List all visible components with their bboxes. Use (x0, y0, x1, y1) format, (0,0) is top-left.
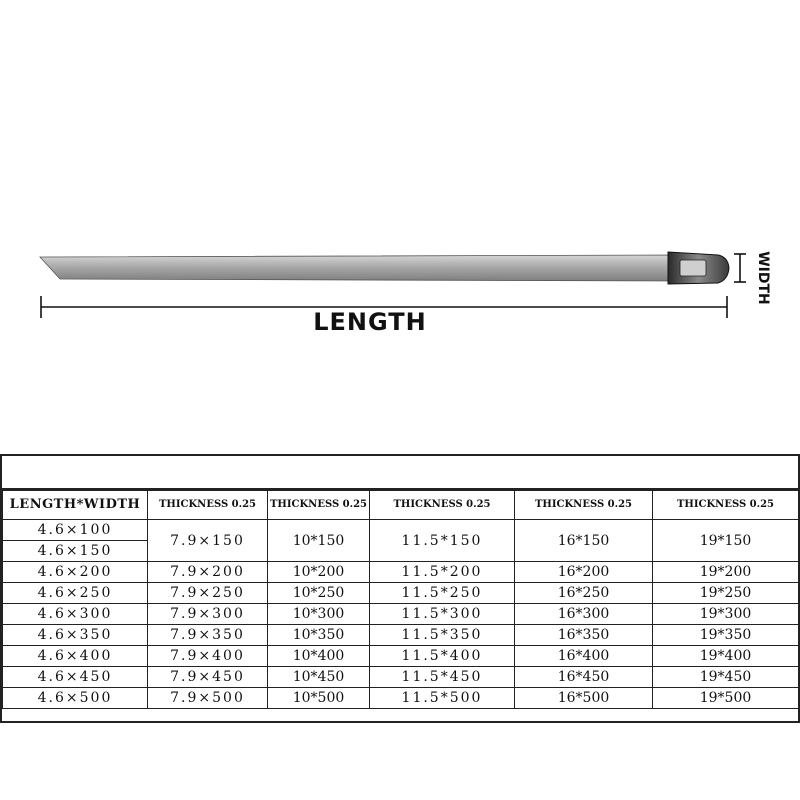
size-cell: 11.5*150 (370, 520, 515, 562)
size-cell: 4.6×250 (3, 583, 148, 604)
size-cell: 16*250 (515, 583, 653, 604)
size-cell: 4.6×350 (3, 625, 148, 646)
table-row (3, 688, 799, 709)
size-cell: 7.9×500 (148, 688, 268, 709)
size-cell: 16*150 (515, 520, 653, 562)
header-thickness: THICKNESS 0.25 (148, 491, 268, 520)
size-cell: 10*250 (268, 583, 370, 604)
size-cell: 16*400 (515, 646, 653, 667)
size-grid (2, 490, 799, 709)
table-row (3, 667, 799, 688)
size-cell: 7.9×400 (148, 646, 268, 667)
size-cell: 7.9×450 (148, 667, 268, 688)
size-cell: 7.9×150 (148, 520, 268, 562)
size-cell: 10*350 (268, 625, 370, 646)
size-cell: 10*500 (268, 688, 370, 709)
size-cell: 16*350 (515, 625, 653, 646)
cable-tie-buckle (668, 252, 729, 284)
table-title-bar (2, 456, 798, 490)
size-cell: 19*350 (653, 625, 799, 646)
size-cell: 19*150 (653, 520, 799, 562)
size-cell: 19*250 (653, 583, 799, 604)
size-cell: 11.5*250 (370, 583, 515, 604)
width-label: WIDTH (755, 251, 771, 305)
table-row (3, 604, 799, 625)
size-cell: 19*300 (653, 604, 799, 625)
size-cell: 10*150 (268, 520, 370, 562)
size-table (0, 454, 800, 723)
table-row (3, 583, 799, 604)
table-row (3, 625, 799, 646)
size-cell: 10*450 (268, 667, 370, 688)
length-label: LENGTH (313, 308, 427, 336)
header-row (3, 491, 799, 520)
size-cell: 16*300 (515, 604, 653, 625)
size-cell: 11.5*300 (370, 604, 515, 625)
size-cell: 4.6×500 (3, 688, 148, 709)
size-cell: 10*300 (268, 604, 370, 625)
size-cell: 4.6×100 (3, 520, 148, 541)
size-cell: 11.5*350 (370, 625, 515, 646)
header-thickness: THICKNESS 0.25 (268, 491, 370, 520)
header-length-width: LENGTH*WIDTH (3, 491, 148, 520)
cable-tie-strap (40, 255, 675, 281)
header-thickness: THICKNESS 0.25 (653, 491, 799, 520)
size-cell: 19*200 (653, 562, 799, 583)
size-cell: 16*500 (515, 688, 653, 709)
size-cell: 16*450 (515, 667, 653, 688)
size-cell: 19*400 (653, 646, 799, 667)
header-thickness: THICKNESS 0.25 (370, 491, 515, 520)
size-cell: 7.9×350 (148, 625, 268, 646)
size-cell: 7.9×250 (148, 583, 268, 604)
size-cell: 11.5*500 (370, 688, 515, 709)
table-row (3, 646, 799, 667)
size-cell: 4.6×300 (3, 604, 148, 625)
header-thickness: THICKNESS 0.25 (515, 491, 653, 520)
size-cell: 19*450 (653, 667, 799, 688)
size-cell: 4.6×200 (3, 562, 148, 583)
size-cell: 11.5*400 (370, 646, 515, 667)
size-cell: 4.6×400 (3, 646, 148, 667)
size-cell: 7.9×300 (148, 604, 268, 625)
size-cell: 4.6×450 (3, 667, 148, 688)
size-cell: 11.5*200 (370, 562, 515, 583)
size-cell: 16*200 (515, 562, 653, 583)
size-cell: 10*400 (268, 646, 370, 667)
size-cell: 4.6×150 (3, 541, 148, 562)
size-cell: 7.9×200 (148, 562, 268, 583)
size-cell: 10*200 (268, 562, 370, 583)
table-row (3, 562, 799, 583)
size-cell: 19*500 (653, 688, 799, 709)
size-cell: 11.5*450 (370, 667, 515, 688)
width-dimension (734, 254, 746, 282)
table-row (3, 520, 799, 541)
